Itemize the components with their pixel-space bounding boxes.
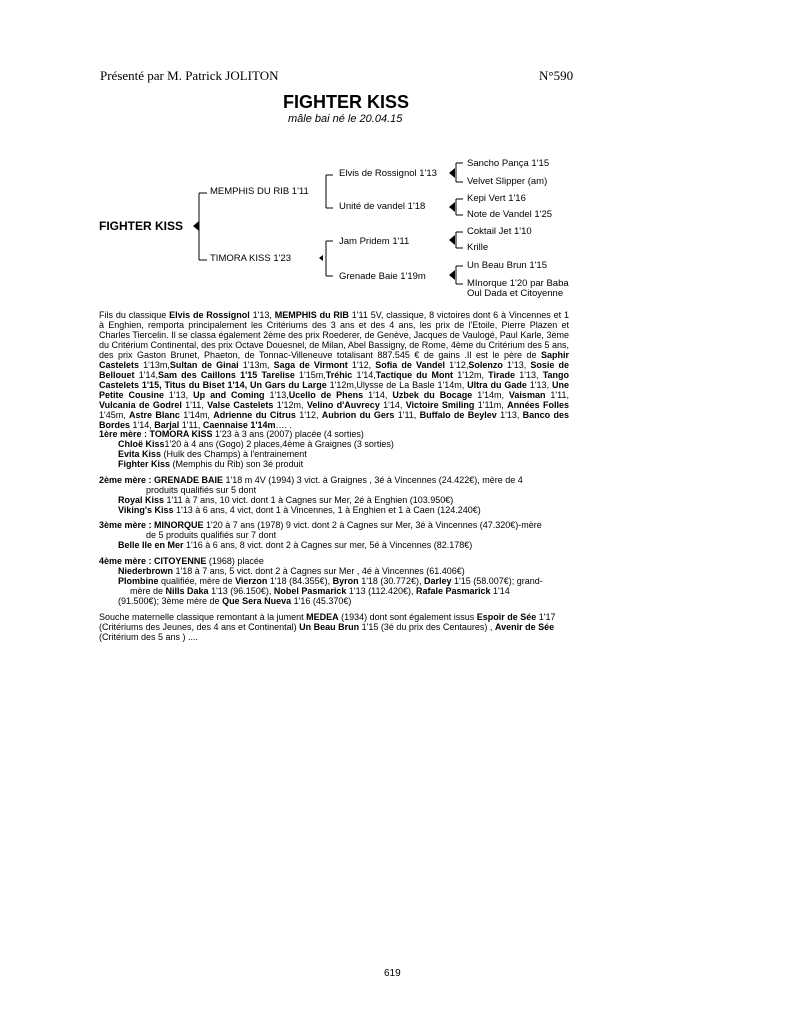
pedigree-ggp-2: Velvet Slipper (am) xyxy=(467,176,548,187)
pedigree-sire: MEMPHIS DU RIB 1'11 xyxy=(210,186,309,197)
pedigree-sire-sire: Elvis de Rossignol 1'13 xyxy=(339,168,437,179)
pedigree-dam-sire: Jam Pridem 1'11 xyxy=(339,236,410,247)
list-item: Niederbrown 1'18 à 7 ans, 5 vict. dont 2 à Cagnes sur Mer , 4é à Vincennes (61.406€) xyxy=(118,566,465,576)
list-item: mère de Nills Daka 1'13 (96.150€), Nobel Pasmarick 1'13 (112.420€), Rafale Pasmarick 1'14 xyxy=(130,586,510,596)
pedigree-main: FIGHTER KISS xyxy=(99,219,184,233)
second-dam-heading: 2ème mère : GRENADE BAIE 1'18 m 4V (1994) 3 vict. à Graignes , 3é à Vincennes (24.422€), mère de 4 xyxy=(99,475,523,485)
first-dam-heading: 1ère mère : TOMORA KISS 1'23 à 3 ans (2007) placée (4 sorties) xyxy=(99,429,364,439)
pedigree-ggp-8b: Oul Dada et Citoyenne xyxy=(467,288,564,299)
pedigree-ggp-4: Note de Vandel 1'25 xyxy=(467,209,553,220)
presenter-text: Présenté par M. Patrick JOLITON xyxy=(100,68,279,83)
list-item: Plombine qualifiée, mère de Vierzon 1'18 (84.355€), Byron 1'18 (30.772€), Darley 1'15 (58.007€); grand- xyxy=(118,576,543,586)
third-dam-section xyxy=(99,520,569,550)
list-item: Evita Kiss (Hulk des Champs) à l'entrainement xyxy=(118,449,307,459)
third-dam-heading-cont: de 5 produits qualifiés sur 7 dont xyxy=(146,530,277,540)
horse-title: FIGHTER KISS xyxy=(283,92,410,112)
horse-subtitle: mâle bai né le 20.04.15 xyxy=(288,113,403,125)
third-dam-heading: 3ème mère : MINORQUE 1'20 à 7 ans (1978) 9 vict. dont 2 à Cagnes sur Mer, 3é à Vincennes (47.320€)-mère xyxy=(99,520,542,530)
maternal-line-paragraph: Souche maternelle classique remontant à la jument MEDEA (1934) dont sont également issus Espoir de Sée 1'17 (Critériums des Jeunes, des 4 ans et Continental) Un Beau Brun 1'15 (3é du prix des Centaures) , Avenir de Sée (Critérium des 5 ans ) .... xyxy=(99,612,556,642)
list-item: (91.500€); 3ème mère de Que Sera Nueva 1'16 (45.370€) xyxy=(118,596,352,606)
first-dam-section xyxy=(99,429,569,469)
pedigree-ggp-3: Kepi Vert 1'16 xyxy=(467,193,526,204)
pedigree-dam-dam: Grenade Baie 1'19m xyxy=(339,271,426,282)
fourth-dam-heading: 4ème mère : CITOYENNE (1968) placée xyxy=(99,556,264,566)
sire-description: Fils du classique Elvis de Rossignol 1'13, MEMPHIS du RIB 1'11 5V, classique, 8 victoires dont 6 à Vincennes et 1 à Enghien, remporta principalement les Critériums des 3 ans et des 4 ans, les prix de l'Etoile, Pierre Plazen et Charles Tiercelin. Il se classa également 2ème des prix Roederer, de Genève, Jacques de Vaulogé, Paul Karle, 3ème du Critérium Continental, des prix Octave Douesnel, de Milan, Abel Bassigny, de Rome, 4ème du Critérium des 5 ans, des prix Gaston Brunet, Phaeton, de Tonnac-Villeneuve totalisant 887.545 € de gains .Il est le père de Saphir Castelets 1'13m,Sultan de Ginai 1'13m, Saga de Virmont 1'12, Sofia de Vandel 1'12,Solenzo 1'13, Sosie de Bellouet 1'14,Sam des Caillons 1'15 Tarelise 1'15m,Tréhic 1'14,Tactique du Mont 1'12m, Tirade 1'13, Tango Castelets 1'15, Titus du Biset 1'14, Un Gars du Large 1'12m,Ulysse de La Basle 1'14m, Ultra du Gade 1'13, Une Petite Cousine 1'13, Up and Coming 1'13,Ucello de Phens 1'14, Uzbek du Bocage 1'14m, Vaisman 1'11, Vulcania de Godrel 1'11, Valse Castelets 1'12m, Velino d'Auvrecy 1'14, Victoire Smiling 1'11m, Années Folles 1'45m, Astre Blanc 1'14m, Adrienne du Citrus 1'12, Aubrion du Gers 1'11, Buffalo de Beylev 1'13, Banco des Bordes 1'14, Barjal 1'11, Caennaise 1'14m…. . xyxy=(99,310,570,430)
pedigree-ggp-6: Krille xyxy=(467,242,489,253)
list-item: Viking's Kiss 1'13 à 6 ans, 4 vict, dont 1 à Vincennes, 1 à Enghien et 1 à Caen (124.240€) xyxy=(118,505,481,515)
second-dam-section xyxy=(99,475,569,515)
pedigree-ggp-8a: MInorque 1'20 par Baba xyxy=(467,278,569,289)
fourth-dam-section xyxy=(99,556,569,606)
pedigree-ggp-7: Un Beau Brun 1'15 xyxy=(467,260,547,271)
pedigree-ggp-5: Coktail Jet 1'10 xyxy=(467,226,532,237)
pedigree-dam: TIMORA KISS 1'23 xyxy=(210,253,292,264)
list-item: Royal Kiss 1'11 à 7 ans, 10 vict. dont 1 à Cagnes sur Mer, 2é à Enghien (103.950€) xyxy=(118,495,454,505)
list-item: Belle Ile en Mer 1'16 à 6 ans, 8 vict. dont 2 à Cagnes sur mer, 5é à Vincennes (82.178€) xyxy=(118,540,473,550)
lot-number: N°590 xyxy=(539,68,574,83)
list-item: Fighter Kiss (Memphis du Rib) son 3é produit xyxy=(118,459,304,469)
list-item: Chloë Kiss1'20 à 4 ans (Gogo) 2 places,4ème à Graignes (3 sorties) xyxy=(118,439,394,449)
pedigree-sire-dam: Unité de vandel 1'18 xyxy=(339,201,426,212)
second-dam-heading-cont: produits qualifiés sur 5 dont xyxy=(146,485,257,495)
pedigree-ggp-1: Sancho Pança 1'15 xyxy=(467,158,550,169)
page-number: 619 xyxy=(384,968,401,979)
